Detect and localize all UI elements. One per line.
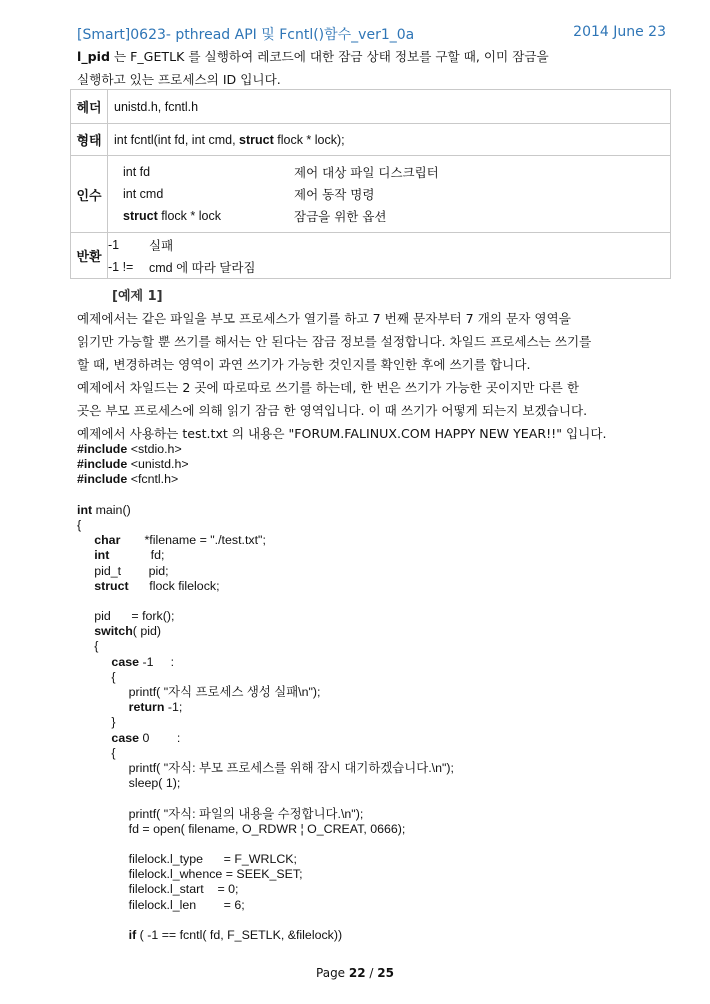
total-pages: 25	[377, 966, 394, 980]
return-item	[108, 234, 670, 256]
code-line	[77, 715, 677, 730]
code-line	[77, 898, 677, 913]
arg-item	[108, 183, 670, 205]
return-item	[108, 256, 670, 278]
paragraph-line: 곳은 부모 프로세스에 의해 읽기 잠금 한 영역입니다. 이 때 쓰기가 어떻게 되는지 보겠습니다.	[77, 403, 588, 418]
arg-desc: 잠금을 위한 옵션	[294, 209, 387, 224]
code-text: fd = open( filename, O_RDWR ¦ O_CREAT, 0666);	[77, 821, 406, 836]
arg-name: int cmd	[123, 187, 164, 201]
code-line	[77, 548, 677, 563]
code-line	[77, 609, 677, 624]
code-text: filelock.l_whence = SEEK_SET;	[77, 867, 303, 882]
code-text: {	[77, 517, 82, 532]
code-text: pid = fork();	[77, 609, 175, 624]
paragraph-line: 예제에서 차일드는 2 곳에 따로따로 쓰기를 하는데, 한 번은 쓰기가 가능한 곳이지만 다른 한	[77, 380, 580, 395]
code-text: <unistd.h>	[127, 457, 189, 472]
args-label: 인수	[71, 156, 108, 233]
code-keyword: return	[77, 700, 165, 715]
code-line	[77, 791, 677, 806]
code-keyword: int	[77, 502, 93, 517]
document-date: 2014 June 23	[573, 24, 666, 40]
code-text: fd;	[109, 548, 165, 563]
code-line	[77, 882, 677, 897]
current-page: 22	[348, 966, 366, 980]
code-keyword: char	[77, 533, 121, 548]
return-label: 반환	[71, 233, 108, 279]
code-keyword: #include	[77, 472, 128, 487]
code-line	[77, 807, 677, 822]
code-listing	[77, 442, 677, 943]
paragraph-line: 예제에서는 같은 파일을 부모 프로세스가 열기를 하고 7 번째 문자부터 7 개의 문자 영역을	[77, 311, 571, 326]
code-line	[77, 624, 677, 639]
code-keyword: case	[77, 654, 139, 669]
code-keyword: switch	[77, 624, 133, 639]
code-line	[77, 685, 677, 700]
code-keyword: if	[77, 928, 137, 942]
code-line	[77, 700, 677, 715]
code-line	[77, 928, 677, 943]
form-label: 형태	[71, 124, 108, 156]
code-line	[77, 457, 677, 472]
page-footer	[0, 966, 710, 980]
code-keyword: struct	[77, 578, 129, 593]
code-line	[77, 913, 677, 928]
code-text: printf( "자식: 부모 프로세스를 위해 잠시 대기하겠습니다.\n");	[77, 760, 454, 775]
paragraph-line: 할 때, 변경하려는 영역이 과연 쓰기가 가능한 것인지를 확인한 후에 쓰기를 합니다.	[77, 357, 531, 372]
table-row-args	[71, 156, 671, 233]
code-text: printf( "자식: 파일의 내용을 수정합니다.\n");	[77, 806, 364, 821]
code-keyword: int	[77, 548, 110, 563]
code-text: main()	[92, 502, 131, 517]
code-text: {	[77, 745, 116, 760]
code-line	[77, 655, 677, 670]
code-line	[77, 564, 677, 579]
paragraph-line: 예제에서 사용하는 test.txt 의 내용은 "FORUM.FALINUX.COM HAPPY NEW YEAR!!" 입니다.	[77, 426, 607, 441]
page-header	[77, 24, 666, 44]
code-text: -1 :	[139, 654, 175, 669]
code-keyword: #include	[77, 442, 128, 456]
intro-line-1	[77, 45, 677, 68]
code-line	[77, 503, 677, 518]
return-value: -1 !=	[108, 259, 134, 274]
table-row-header	[71, 90, 671, 124]
intro-term: l_pid	[77, 49, 110, 64]
form-part: flock * lock);	[273, 132, 345, 147]
example-description	[77, 307, 667, 445]
code-text: ( -1 == fcntl( fd, F_SETLK, &filelock))	[136, 928, 343, 942]
code-text: flock filelock;	[128, 578, 220, 593]
table-row-form	[71, 124, 671, 156]
header-value: unistd.h, fcntl.h	[108, 90, 671, 124]
example-title: [예제 1]	[112, 289, 163, 304]
return-value: -1	[108, 237, 120, 252]
code-text: filelock.l_start = 0;	[77, 882, 239, 897]
code-line	[77, 852, 677, 867]
code-text: }	[77, 715, 116, 730]
code-line	[77, 670, 677, 685]
code-text: sleep( 1);	[77, 776, 181, 791]
code-line	[77, 746, 677, 761]
intro-line-2: 실행하고 있는 프로세스의 ID 입니다.	[77, 72, 281, 87]
arg-name	[108, 209, 294, 223]
code-text: printf( "자식 프로세스 생성 실패\n");	[77, 685, 321, 699]
function-reference-table	[70, 89, 671, 279]
code-text: *filename = "./test.txt";	[120, 533, 266, 548]
form-keyword: struct	[239, 132, 274, 147]
code-line	[77, 867, 677, 882]
code-line	[77, 837, 677, 852]
args-list	[108, 156, 671, 233]
code-line	[77, 488, 677, 503]
code-text: ( pid)	[132, 624, 162, 639]
arg-desc: 제어 동작 명령	[294, 187, 375, 202]
return-desc: 실패	[149, 238, 174, 253]
code-line	[77, 776, 677, 791]
document-title: [Smart]0623- pthread API 및 Fcntl()함수_ver1_0a	[77, 27, 415, 43]
code-line	[77, 518, 677, 533]
code-text: filelock.l_type = F_WRLCK;	[77, 852, 298, 867]
code-text: filelock.l_len = 6;	[77, 897, 245, 912]
header-label: 헤더	[71, 90, 108, 124]
arg-item	[108, 161, 670, 183]
code-line	[77, 761, 677, 776]
arg-name-rest: flock * lock	[157, 209, 221, 223]
code-line	[77, 579, 677, 594]
code-text: {	[77, 669, 116, 684]
arg-name: int fd	[123, 165, 151, 179]
code-text: {	[77, 639, 99, 654]
code-text: -1;	[164, 700, 183, 715]
arg-item	[108, 205, 670, 227]
code-line	[77, 731, 677, 746]
form-value	[108, 124, 671, 156]
code-keyword: case	[77, 730, 139, 745]
code-line	[77, 822, 677, 837]
code-line	[77, 594, 677, 609]
paragraph-line: 읽기만 가능할 뿐 쓰기를 해서는 안 된다는 잠금 정보를 설정합니다. 차일드 프로세스는 쓰기를	[77, 334, 592, 349]
code-text: <stdio.h>	[127, 442, 182, 456]
footer-prefix: Page	[316, 966, 349, 980]
code-text: 0 :	[139, 730, 181, 745]
code-line	[77, 533, 677, 548]
return-list	[108, 233, 671, 279]
intro-text: 는 F_GETLK 를 실행하여 레코드에 대한 잠금 상태 정보를 구할 때, 이미 잠금을	[109, 49, 549, 64]
code-line	[77, 442, 677, 457]
code-text: <fcntl.h>	[127, 472, 179, 487]
return-desc: cmd 에 따라 달라짐	[149, 260, 256, 275]
code-text: pid_t pid;	[77, 563, 169, 578]
code-line	[77, 472, 677, 487]
arg-keyword: struct	[123, 209, 158, 223]
footer-separator: /	[365, 966, 378, 980]
table-row-return	[71, 233, 671, 279]
code-keyword: #include	[77, 457, 128, 472]
code-line	[77, 639, 677, 654]
arg-desc: 제어 대상 파일 디스크립터	[294, 165, 439, 180]
form-part: int fcntl(int fd, int cmd,	[114, 132, 240, 147]
